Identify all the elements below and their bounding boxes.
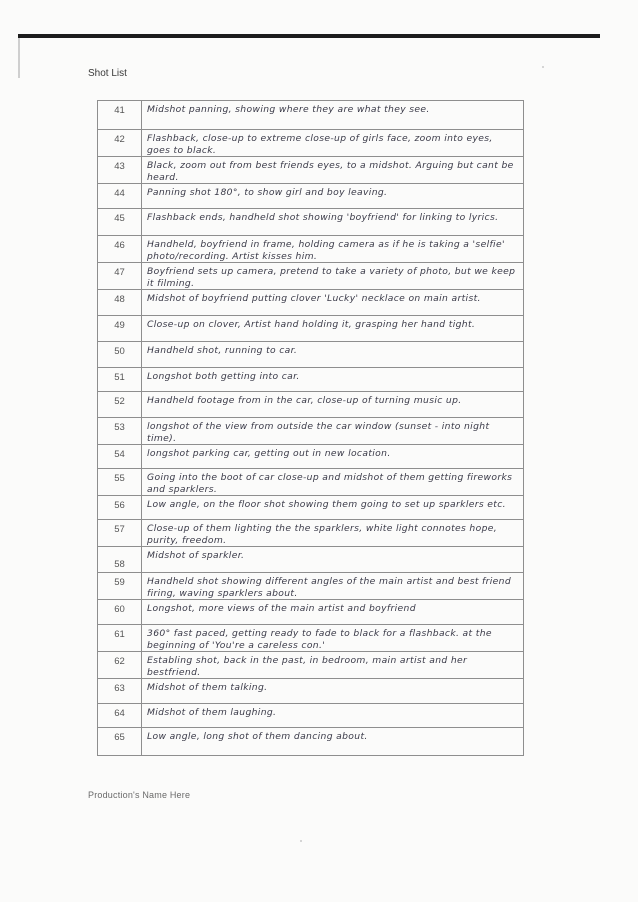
table-row xyxy=(98,679,524,704)
table-row xyxy=(98,342,524,368)
shot-number: 44 xyxy=(98,184,142,209)
shot-description: Close-up on clover, Artist hand holding it, grasping her hand tight. xyxy=(142,316,524,342)
shot-number: 65 xyxy=(98,728,142,756)
table-row xyxy=(98,704,524,728)
table-row xyxy=(98,236,524,263)
table-row xyxy=(98,652,524,679)
table-row xyxy=(98,368,524,392)
shot-description: Flashback, close-up to extreme close-up of girls face, zoom into eyes, goes to black. xyxy=(142,130,524,157)
shot-description: Longshot both getting into car. xyxy=(142,368,524,392)
table-row xyxy=(98,101,524,130)
shot-description: Midshot panning, showing where they are what they see. xyxy=(142,101,524,130)
table-row xyxy=(98,728,524,756)
shot-description: Black, zoom out from best friends eyes, to a midshot. Arguing but cant be heard. xyxy=(142,157,524,184)
shot-description: Handheld shot showing different angles of the main artist and best friend firing, waving sparklers about. xyxy=(142,573,524,600)
shot-description: Longshot, more views of the main artist and boyfriend xyxy=(142,600,524,625)
table-row xyxy=(98,600,524,625)
shot-description: Boyfriend sets up camera, pretend to take a variety of photo, but we keep it filming. xyxy=(142,263,524,290)
table-row xyxy=(98,469,524,496)
shot-number: 42 xyxy=(98,130,142,157)
shot-number: 45 xyxy=(98,209,142,236)
shot-number: 64 xyxy=(98,704,142,728)
shot-description: Handheld, boyfriend in frame, holding camera as if he is taking a 'selfie' photo/recording. Artist kisses him. xyxy=(142,236,524,263)
shot-number: 41 xyxy=(98,101,142,130)
top-border-rule xyxy=(18,34,600,38)
table-row xyxy=(98,157,524,184)
table-row xyxy=(98,290,524,316)
table-row xyxy=(98,573,524,600)
shot-number: 54 xyxy=(98,445,142,469)
left-edge-shadow xyxy=(18,38,20,78)
shot-description: 360° fast paced, getting ready to fade to black for a flashback. at the beginning of 'You're a careless con.' xyxy=(142,625,524,652)
shot-description: Handheld footage from in the car, close-up of turning music up. xyxy=(142,392,524,418)
shot-description: longshot parking car, getting out in new location. xyxy=(142,445,524,469)
shot-number: 53 xyxy=(98,418,142,445)
shot-number: 58 xyxy=(98,547,142,573)
shot-description: Panning shot 180°, to show girl and boy leaving. xyxy=(142,184,524,209)
shot-description: Midshot of them talking. xyxy=(142,679,524,704)
table-row xyxy=(98,209,524,236)
page-heading: Shot List xyxy=(88,68,127,79)
shot-number: 63 xyxy=(98,679,142,704)
table-row xyxy=(98,496,524,520)
shot-description: Handheld shot, running to car. xyxy=(142,342,524,368)
table-row xyxy=(98,184,524,209)
shot-description: Low angle, long shot of them dancing about. xyxy=(142,728,524,756)
table-row xyxy=(98,392,524,418)
table-row xyxy=(98,263,524,290)
shot-description: longshot of the view from outside the car window (sunset - into night time). xyxy=(142,418,524,445)
shot-description: Establing shot, back in the past, in bedroom, main artist and her bestfriend. xyxy=(142,652,524,679)
shot-description: Midshot of boyfriend putting clover 'Lucky' necklace on main artist. xyxy=(142,290,524,316)
table-row xyxy=(98,520,524,547)
shot-description: Going into the boot of car close-up and midshot of them getting fireworks and sparklers. xyxy=(142,469,524,496)
shot-number: 51 xyxy=(98,368,142,392)
production-name-footer: Production's Name Here xyxy=(88,790,191,800)
shot-number: 50 xyxy=(98,342,142,368)
table-row xyxy=(98,316,524,342)
shot-number: 59 xyxy=(98,573,142,600)
table-row xyxy=(98,418,524,445)
scan-speck xyxy=(300,840,302,842)
shot-number: 62 xyxy=(98,652,142,679)
shot-number: 55 xyxy=(98,469,142,496)
table-row xyxy=(98,625,524,652)
shot-number: 56 xyxy=(98,496,142,520)
shot-number: 57 xyxy=(98,520,142,547)
shot-list-table xyxy=(97,100,524,756)
scan-speck xyxy=(542,66,544,68)
shot-number: 52 xyxy=(98,392,142,418)
shot-description: Close-up of them lighting the the sparklers, white light connotes hope, purity, freedom. xyxy=(142,520,524,547)
shot-number: 49 xyxy=(98,316,142,342)
shot-number: 60 xyxy=(98,600,142,625)
shot-description: Flashback ends, handheld shot showing 'boyfriend' for linking to lyrics. xyxy=(142,209,524,236)
shot-number: 48 xyxy=(98,290,142,316)
shot-number: 47 xyxy=(98,263,142,290)
shot-number: 46 xyxy=(98,236,142,263)
table-row xyxy=(98,547,524,573)
table-row xyxy=(98,445,524,469)
shot-number: 61 xyxy=(98,625,142,652)
shot-description: Low angle, on the floor shot showing them going to set up sparklers etc. xyxy=(142,496,524,520)
table-row xyxy=(98,130,524,157)
shot-number: 43 xyxy=(98,157,142,184)
shot-description: Midshot of sparkler. xyxy=(142,547,524,573)
shot-description: Midshot of them laughing. xyxy=(142,704,524,728)
